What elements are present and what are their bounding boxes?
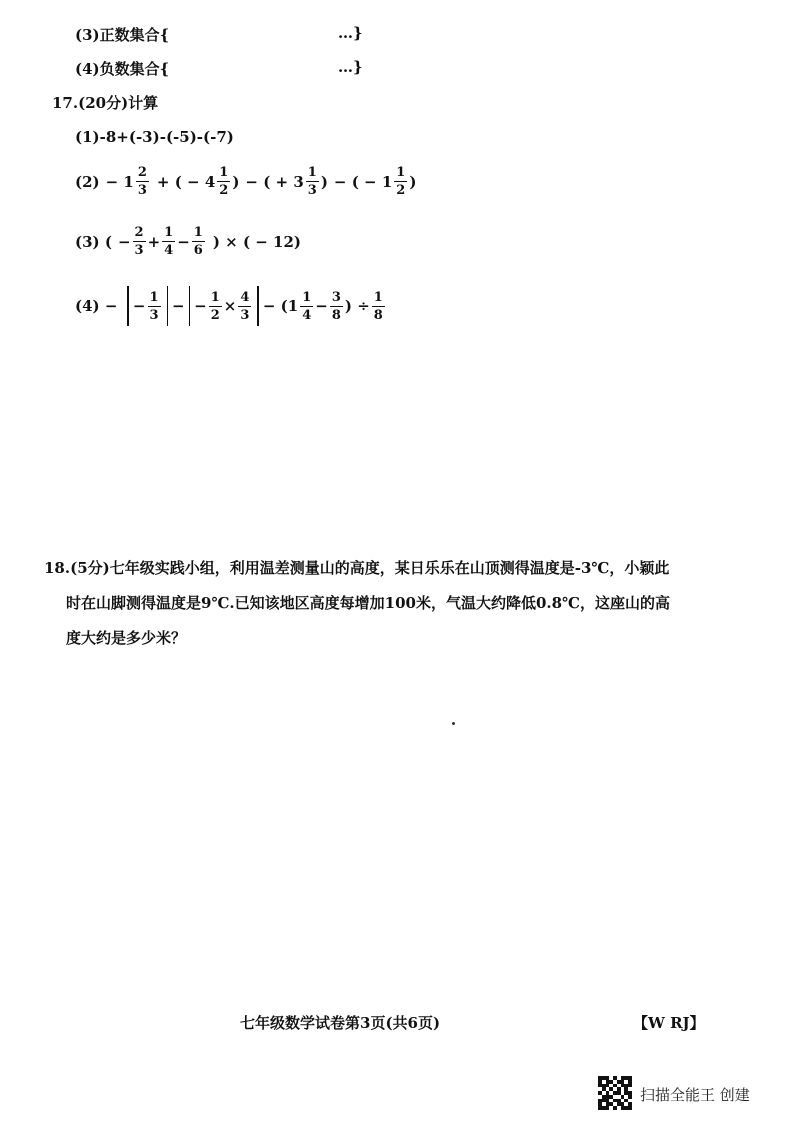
p3-c-sign: − [177,232,190,251]
abs-bar-right-1 [167,286,169,326]
p2-c-den: 3 [307,183,317,198]
p2-b-pre: + ( − 4 [156,172,216,191]
qr-code-icon [598,1076,632,1110]
p4-abs2-times: × [223,297,237,315]
p3-a-frac [133,226,146,257]
p3-b-frac [162,226,175,257]
p4-f3-den: 8 [373,307,383,323]
p2-c-pre: − ( + 3 [245,172,304,191]
p2-c-post: ) [320,172,328,191]
p4-mid: − (1 [262,297,299,315]
q17-part4 [75,286,387,326]
p4-f1-num: 1 [302,289,312,305]
p4-abs1-num: 1 [149,289,159,305]
positive-set-label: (3)正数集合{ [75,26,170,44]
q17-part3 [75,226,301,257]
abs-bar-right-2 [257,286,259,326]
p3-b-sign: + [147,232,161,251]
q17-heading: 17.(20分)计算 [52,94,159,112]
p3-a-den: 3 [134,243,144,258]
p4-abs2-frac2 [238,291,251,322]
q18-line3: 度大约是多少米？ [66,629,187,647]
p2-label: (2) [75,172,100,191]
p3-tail: ) × ( − 12) [212,232,302,251]
negative-set-tail: …} [338,58,363,76]
stray-dot [452,722,455,725]
p2-c-frac [306,166,319,197]
p4-f2-num: 3 [331,289,341,305]
p4-close: ) ÷ [344,297,370,315]
p4-abs2-den2: 3 [240,307,250,323]
q18-line2: 时在山脚测得温度是9℃.已知该地区高度每增加100米，气温大约降低0.8℃，这座山的高 [66,594,671,612]
negative-set-label: (4)负数集合{ [75,60,170,78]
p4-minus: − [172,297,185,315]
p2-b-frac [217,166,230,197]
p2-b-num: 1 [219,165,229,180]
p4-f1 [300,291,313,322]
q17-part2 [75,166,416,197]
p4-f3 [372,291,385,322]
p4-f1-den: 4 [302,307,312,323]
scanner-watermark: 扫描全能王 创建 [640,1086,750,1104]
p3-c-num: 1 [193,225,203,240]
p3-a-num: 2 [134,225,144,240]
p2-b-post: ) [232,172,240,191]
p3-c-den: 6 [193,243,203,258]
p4-abs1-frac [148,291,161,322]
p2-a-frac [136,166,149,197]
p4-abs2-sign: − [194,297,207,315]
p4-abs2-num2: 4 [240,289,250,305]
p2-d-frac [394,166,407,197]
p2-a-sign: − 1 [105,172,134,191]
p4-abs1-den: 3 [149,307,159,323]
p2-c-num: 1 [307,165,317,180]
p4-minus2: − [315,297,328,315]
p2-a-den: 3 [137,183,147,198]
q17-part1: (1)-8+(-3)-(-5)-(-7) [75,128,234,146]
positive-set-tail: …} [338,24,363,42]
p3-b-num: 1 [164,225,174,240]
p4-abs2-den1: 2 [210,307,220,323]
abs-bar-left-2 [189,286,191,326]
p4-f2 [330,291,343,322]
p2-a-num: 2 [137,165,147,180]
p4-abs2-frac1 [209,291,222,322]
p2-d-pre: − ( − 1 [333,172,393,191]
p3-b-den: 4 [164,243,174,258]
p2-d-num: 1 [396,165,406,180]
p4-label: (4) − [75,297,118,315]
p3-c-frac [192,226,205,257]
p2-d-post: ) [409,172,417,191]
p4-f2-den: 8 [331,307,341,323]
p4-abs1-sign: − [132,297,146,315]
edition-mark: 【W RJ】 [633,1014,705,1032]
p3-a-sign: − [117,232,131,251]
p2-b-den: 2 [219,183,229,198]
page-footer-info: 七年级数学试卷第3页(共6页) [240,1014,441,1032]
p3-label: (3) ( [75,232,112,251]
p4-abs2-num1: 1 [210,289,220,305]
p2-d-den: 2 [396,183,406,198]
p4-f3-num: 1 [373,289,383,305]
abs-bar-left-1 [127,286,129,326]
q18-line1: 18.(5分)七年级实践小组，利用温差测量山的高度，某日乐乐在山顶测得温度是-3℃，小颖此 [44,559,670,577]
